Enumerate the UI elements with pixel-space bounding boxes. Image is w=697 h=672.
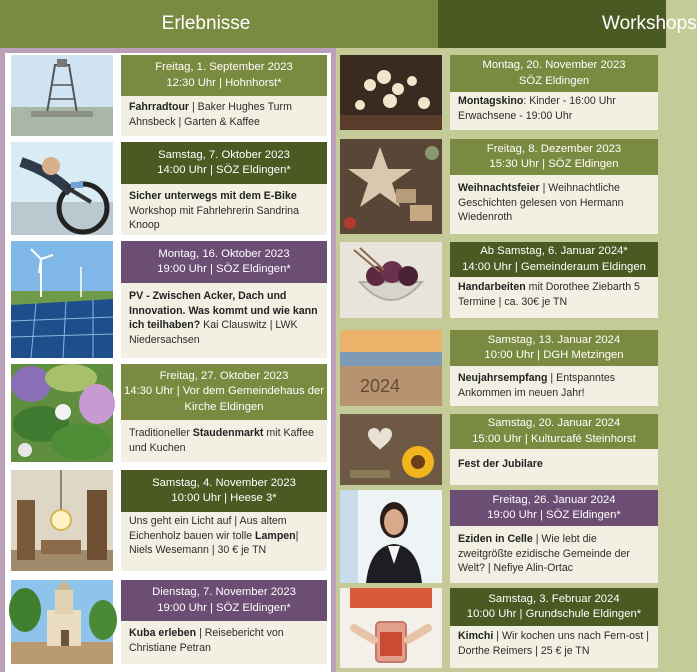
event-details: | Reisebericht von Christiane Petran bbox=[129, 627, 284, 654]
event-description bbox=[121, 96, 327, 136]
event-date-block bbox=[450, 139, 658, 175]
event-title: Fest der Jubilare bbox=[458, 458, 543, 470]
event-details: mit Kaffee und Kuchen bbox=[129, 427, 314, 454]
event-title: Eziden in Celle bbox=[458, 533, 533, 545]
event-title: Neujahrsempfang bbox=[458, 372, 548, 384]
event-date: Montag, 16. Oktober 2023 bbox=[158, 247, 290, 260]
event-date: Samstag, 13. Januar 2024 bbox=[487, 333, 621, 346]
event-date: Samstag, 20. Januar 2024 bbox=[487, 417, 621, 429]
event-time-location: 19:00 Uhr | SÖZ Eldingen* bbox=[157, 263, 291, 275]
tab-workshops[interactable] bbox=[438, 0, 697, 48]
event-date: Freitag, 1. September 2023 bbox=[155, 61, 293, 73]
event-title: Montagskino bbox=[458, 95, 524, 107]
event-details: | Weihnachtliche Geschichten gelesen von Hermann Wiedenroth bbox=[458, 182, 624, 224]
event-description bbox=[121, 283, 327, 358]
event-date-block bbox=[450, 490, 658, 526]
woman-portrait-photo bbox=[340, 490, 442, 583]
event-date-block bbox=[121, 241, 327, 283]
event-details: | Wir kochen uns nach Fern-ost | Dorthe Reimers | 25 € je TN bbox=[458, 630, 649, 657]
event-details: | Niels Wesemann | 30 € je TN bbox=[129, 529, 299, 557]
sand-year-text: 2024 bbox=[360, 376, 401, 396]
event-date: Freitag, 26. Januar 2024 bbox=[492, 493, 616, 506]
event-date-block bbox=[450, 55, 658, 92]
christmas-star-photo bbox=[340, 139, 442, 234]
event-date-block bbox=[121, 142, 327, 184]
event-prefix: Traditioneller bbox=[129, 427, 193, 439]
ebike-photo bbox=[11, 142, 113, 235]
event-date: Samstag, 4. November 2023 bbox=[152, 476, 296, 489]
tab-erlebnisse-label: Erlebnisse bbox=[161, 13, 251, 34]
event-date: Montag, 20. November 2023 bbox=[482, 59, 626, 71]
kimchi-jar-photo bbox=[340, 588, 442, 668]
event-time-location: 10:00 Uhr | Grundschule Eldingen* bbox=[466, 608, 642, 620]
popcorn-photo bbox=[340, 55, 442, 130]
event-title: Fahrradtour bbox=[129, 101, 190, 113]
event-time-location: 10:00 Uhr | DGH Metzingen bbox=[484, 349, 624, 361]
event-description bbox=[121, 184, 327, 235]
event-date-block bbox=[450, 330, 658, 366]
event-date-block bbox=[450, 588, 658, 626]
event-details: | Baker Hughes Turm Ahnsbeck | Garten & Kaffee bbox=[129, 101, 292, 128]
event-title: Weihnachtsfeier bbox=[458, 182, 540, 194]
tab-workshops-label: Workshops bbox=[602, 13, 697, 34]
oak-lamp-photo bbox=[11, 470, 113, 571]
event-title: Sicher unterwegs mit dem E-Bike bbox=[129, 190, 297, 202]
event-date-block bbox=[121, 580, 327, 621]
event-description bbox=[450, 526, 658, 583]
event-time-location: 19:00 Uhr | SÖZ Eldingen* bbox=[157, 601, 291, 614]
event-details: | Entspanntes Ankommen im neuen Jahr! bbox=[458, 372, 616, 399]
event-description bbox=[450, 277, 658, 318]
perennial-garden-photo bbox=[11, 364, 113, 462]
event-date-block bbox=[450, 414, 658, 449]
event-time-location: 10:00 Uhr | Heese 3* bbox=[171, 492, 277, 504]
event-date: Freitag, 8. Dezember 2023 bbox=[486, 142, 622, 155]
event-date: Freitag, 27. Oktober 2023 bbox=[159, 369, 289, 382]
event-date-block bbox=[121, 364, 327, 420]
event-details: : Kinder - 16:00 Uhr Erwachsene - 19:00 Uhr bbox=[458, 95, 616, 122]
event-date: Ab Samstag, 6. Januar 2024* bbox=[480, 245, 628, 257]
event-description bbox=[450, 626, 658, 668]
event-time-location: 19:00 Uhr | SÖZ Eldingen* bbox=[487, 509, 621, 521]
event-details: Kai Clauswitz | LWK Niedersachsen bbox=[129, 319, 298, 346]
event-description bbox=[450, 449, 658, 485]
event-time-location: 14:00 Uhr | SÖZ Eldingen* bbox=[157, 164, 291, 176]
event-title: Kuba erleben bbox=[129, 627, 197, 639]
solar-wind-photo bbox=[11, 241, 113, 358]
event-time-location: 15:00 Uhr | Kulturcafé Steinhorst bbox=[472, 432, 636, 445]
event-description bbox=[121, 420, 327, 462]
heart-sunflower-photo bbox=[340, 414, 442, 485]
cuba-church-photo bbox=[11, 580, 113, 664]
event-details: Workshop mit Fahrlehrerin Sandrina Knoop bbox=[129, 204, 299, 232]
event-date: Dienstag, 7. November 2023 bbox=[152, 586, 296, 598]
event-date-block bbox=[121, 470, 327, 512]
drill-tower-photo bbox=[11, 55, 113, 136]
event-time-location: 15:30 Uhr | SÖZ Eldingen bbox=[489, 158, 619, 170]
event-title: Handarbeiten bbox=[458, 281, 526, 293]
event-title: Kimchi bbox=[458, 630, 494, 642]
event-details: | Wie lebt die zweitgrößte ezidische Gemeinde der Welt? | Nefiye Alin-Ortac bbox=[458, 533, 630, 575]
event-title: Lampen bbox=[255, 529, 296, 542]
event-time-location: 14:30 Uhr | Vor dem Gemeindehaus der Kirche Eldingen bbox=[123, 385, 325, 413]
event-description bbox=[450, 92, 658, 130]
event-time-location: SÖZ Eldingen bbox=[518, 74, 590, 87]
event-date-block bbox=[450, 242, 658, 277]
event-details: mit Dorothee Ziebarth 5 Termine | ca. 30€ je TN bbox=[458, 281, 640, 308]
event-description bbox=[121, 512, 327, 571]
event-description bbox=[121, 621, 327, 664]
event-title: Staudenmarkt bbox=[192, 427, 264, 439]
event-date-block bbox=[121, 55, 327, 96]
event-prefix: Uns geht ein Licht auf | Aus altem Eichenholz bauen wir tolle bbox=[129, 515, 287, 542]
tab-erlebnisse[interactable] bbox=[0, 0, 438, 48]
event-date: Samstag, 7. Oktober 2023 bbox=[158, 148, 290, 161]
event-time-location: 12:30 Uhr | Hohnhorst* bbox=[166, 76, 282, 89]
event-title: PV - Zwischen Acker, Dach und Innovation. Was kommt und wie kann ich teilhaben? bbox=[129, 290, 318, 332]
event-description bbox=[450, 175, 658, 234]
yarn-basket-photo bbox=[340, 242, 442, 318]
event-description bbox=[450, 366, 658, 406]
event-date: Samstag, 3. Februar 2024 bbox=[488, 592, 620, 605]
event-time-location: 14:00 Uhr | Gemeinderaum Eldingen bbox=[462, 260, 646, 273]
beach-2024-photo bbox=[340, 330, 442, 406]
